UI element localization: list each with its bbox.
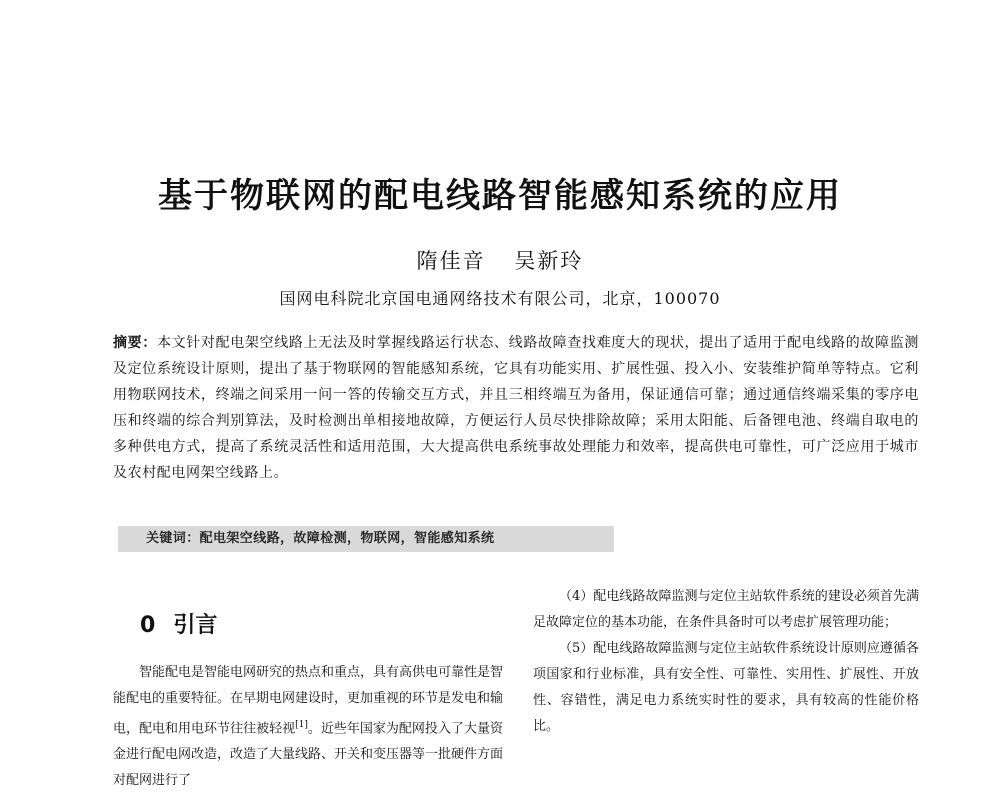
section-heading xyxy=(140,608,217,639)
keywords xyxy=(118,526,614,552)
abstract-label: 摘要： xyxy=(113,335,157,351)
intro-paragraph xyxy=(113,660,503,794)
abstract-text: 本文针对配电架空线路上无法及时掌握线路运行状态、线路故障查找难度大的现状，提出了适用于配电线路的故障监测及定位系统设计原则，提出了基于物联网的智能感知系统，它具有功能实用、扩展性强、投入小、安装维护简单等特点。它利用物联网技术，终端之间采用一问一答的传输交互方式，并且三相终端互为备用，保证通信可靠；通过通信终端采集的零序电压和终端的综合判别算法，及时检测出单相接地故障，方便运行人员尽快排除故障；采用太阳能、后备锂电池、终端自取电的多种供电方式，提高了系统灵活性和适用范围，大大提高供电系统事故处理能力和效率，提高供电可靠性，可广泛应用于城市及农村配电网架空线路上。 xyxy=(113,335,919,481)
paper-title: 基于物联网的配电线路智能感知系统的应用 xyxy=(158,176,842,216)
affiliation: 国网电科院北京国电通网络技术有限公司，北京，100070 xyxy=(279,289,721,308)
intro-tail: 。近些年国家为配网投入了大量资金进行配电网改造，改造了大量线路、开关和变压器等一批硬件方面对配网进行了 xyxy=(113,721,504,789)
section-title: 引言 xyxy=(173,613,218,638)
author-list xyxy=(0,245,1000,275)
author-name: 吴新玲 xyxy=(514,249,584,273)
citation-ref: [1] xyxy=(295,720,308,730)
list-item: （4）配电线路故障监测与定位主站软件系统的建设必须首先满足故障定位的基本功能，在条件具备时可以考虑扩展管理功能； xyxy=(533,589,919,630)
author-name: 隋佳音 xyxy=(416,249,486,273)
list-item: （5）配电线路故障监测与定位主站软件系统设计原则应遵循各项国家和行业标准，具有安全性、可靠性、实用性、扩展性、开放性、容错性，满足电力系统实时性的要求，具有较高的性能价格比。 xyxy=(533,641,919,734)
right-column xyxy=(533,584,919,740)
intro-column xyxy=(113,660,503,794)
keywords-text: 配电架空线路，故障检测，物联网，智能感知系统 xyxy=(199,531,495,546)
section-number: 0 xyxy=(140,613,156,638)
intro-text: 智能配电是智能电网研究的热点和重点，具有高供电可靠性是智能配电的重要特征。在早期电网建设时，更加重视的环节是发电和输电，配电和用电环节往往被轻视 xyxy=(113,665,504,737)
keywords-label: 关键词： xyxy=(146,531,200,546)
abstract xyxy=(113,330,919,486)
